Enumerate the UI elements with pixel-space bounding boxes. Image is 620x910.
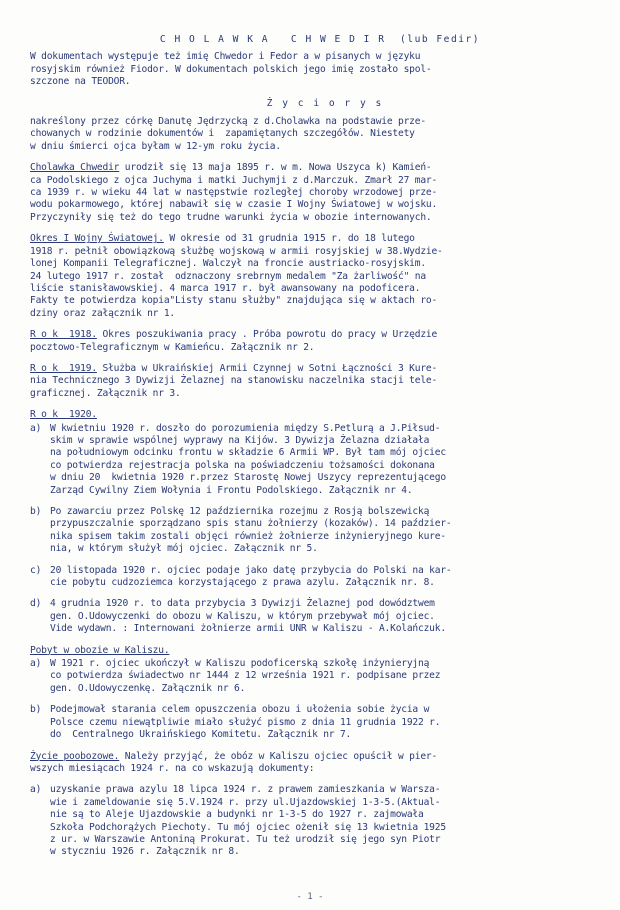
paragraph-2-text: urodził się 13 maja 1895 r. w m. Nowa Uszyca k) Kamień- ca Podolskiego z ojca Juchyma i matki Juchymji z d.Marczuk. Zmarł 27 mar- ca 1939 r. w wieku 44 lat w następstwie rozległej choroby wrzodowej prze- wodu pokarmowego, której nabawił się w czasie I Wojny Światowej w wojsku. Przyczyniły się też do tego trudne warunki życia w obozie internowanych. <box>30 162 438 223</box>
paragraph-6 <box>30 751 610 776</box>
list-item-text: 4 grudnia 1920 r. to data przybycia 3 Dywizji Żelaznej pod dowództwem gen. O.Udowyczenki do obozu w Kaliszu, w którym przebywał mój ojciec. Vide wydawn. : Internowani żołnierze armii UNR w Kaliszu - A.Kolańczuk. <box>50 598 446 635</box>
list-item-label: d) <box>30 598 42 610</box>
list-item <box>30 704 610 741</box>
list-item <box>30 423 610 497</box>
intro-paragraph: W dokumentach występuje też imię Chwedor i Fedor a w pisanych w języku rosyjskim również Fiodor. W dokumentach polskich jego imię zostało spol- szczone na TEODOR. <box>30 51 432 88</box>
section-1920-title: R o k 1920. <box>30 409 97 421</box>
list-item-text: Podejmował starania celem opuszczenia obozu i ułożenia sobie życia w Polsce czemu niewątpliwie miało służyć pismo z dnia 11 grudnia 1922 r. do Centralnego Ukraińskiego Komitetu. Załącznik nr 7. <box>50 704 441 741</box>
section-kalisz <box>30 645 610 742</box>
list-item-label: c) <box>30 564 42 576</box>
list-item-text: 20 listopada 1920 r. ojciec podaje jako datę przybycia do Polski na kar- cie pobytu cudzoziemca korzystającego z prawa azylu. Załącznik nr. 8. <box>50 564 452 589</box>
list-item-label: b) <box>30 704 42 716</box>
list-item <box>30 784 610 858</box>
document-text <box>30 34 610 868</box>
list-item <box>30 506 610 556</box>
paragraph-2-lead: Cholawka Chwedir <box>30 162 120 174</box>
paragraph-6-text: Należy przyjąć, że obóz w Kaliszu ojciec opuścił w pier- wszych miesiącach 1924 r. na co wskazują dokumenty: <box>30 750 438 774</box>
paragraph-3-lead: Okres I Wojny Światowej. <box>30 233 164 245</box>
section-kalisz-title: Pobyt w obozie w Kaliszu. <box>30 644 170 656</box>
paragraph-4 <box>30 329 610 354</box>
list-item-text: Po zawarciu przez Polskę 12 października rozejmu z Rosją bolszewicką przypuszczalnie sporządzano spis stanu żołnierzy (kozaków). 14 paździer- nika spisem takim zostali objęci również żołnierze inżynieryjnego kure- nia, w którym służył mój ojciec. Załącznik nr 5. <box>50 506 452 555</box>
document-title: C H O L A W K A C H W E D I R (lub Fedir) <box>159 34 481 45</box>
list-item <box>30 598 610 635</box>
paragraph-3 <box>30 233 610 320</box>
list-item-label: a) <box>30 784 42 796</box>
paragraph-1: nakreślony przez córkę Danutę Jędrzycką z d.Cholawka na podstawie prze- chowanych w rodzinie dokumentów i zapamiętanych szczegółów. Niestety w dniu śmierci ojca byłam w 12-ym roku życia. <box>30 116 426 152</box>
section-post-camp <box>30 784 610 858</box>
paragraph-6-lead: Życie poobozowe. <box>30 750 120 762</box>
list-item <box>30 565 610 590</box>
paragraph-2 <box>30 162 610 224</box>
page-number: - 1 - <box>296 892 324 902</box>
list-item-text: uzyskanie prawa azylu 18 lipca 1924 r. z prawem zamieszkania w Warsza- wie i zameldowanie się 5.V.1924 r. przy ul.Ujazdowskiej 1-3-5.(Aktual- nie są to Aleje Ujazdowskie a budynki nr 1-3-5 do 1927 r. zajmowała Szkoła Podchorążych Piechoty. Tu mój ojciec ożenił się 13 kwietnia 1925 z ur. w Warszawie Antoniną Prokurat. Tu też urodził się jego syn Piotr w styczniu 1926 r. Załącznik nr 8. <box>50 784 446 858</box>
list-item-label: a) <box>30 658 42 670</box>
paragraph-5 <box>30 363 610 400</box>
section-heading: Ż y c i o r y s <box>266 97 384 109</box>
list-item-text: W 1921 r. ojciec ukończył w Kaliszu podoficerską szkołę inżynieryjną co potwierdza świadectwo nr 1444 z 12 września 1921 r. podpisane przez gen. O.Udowyczenkę. Załącznik nr 6. <box>50 658 441 694</box>
list-item-text: W kwietniu 1920 r. doszło do porozumienia między S.Petlurą a J.Piłsud- skim w sprawie wspólnej wyprawy na Kijów. 3 Dywizja Żelazna działała na południowym odcinku frontu w składzie 6 Armii WP. Był tam mój ojciec co potwierdza rejestracja polska na poświadczeniu tożsamości dokonana w dniu 20 kwietnia 1920 r.przez Starostę Nowej Uszycy reprezentującego Zarząd Cywilny Ziem Wołynia i Frontu Podolskiego. Załącznik nr 4. <box>50 422 446 496</box>
list-item-label: b) <box>30 506 42 517</box>
section-1920 <box>30 409 610 636</box>
paragraph-4-text: Okres poszukiwania pracy . Próba powrotu do pracy w Urzędzie pocztowo-Telegraficznym w Kamieńcu. Załącznik nr 2. <box>30 329 438 353</box>
list-item <box>30 658 610 695</box>
paragraph-3-text: W okresie od 31 grudnia 1915 r. do 18 lutego 1918 r. pełnił obowiązkową służbę wojskową w armii rosyjskiej w 38.Wydzie- lonej Kompanii Telegraficznej. Walczył na froncie austriacko-rosyjskim. 24 lutego 1917 r. został odznaczony srebrnym medalem "Za żarliwość" na liście stanisławowskiej. 4 marca 1917 r. był awansowany na podoficera. Fakty te potwierdza kopia"Listy stanu służby" znajdująca się w aktach ro- dziny oraz załącznik nr 1. <box>30 233 443 319</box>
paragraph-4-lead: R o k 1918. <box>30 329 97 341</box>
paragraph-5-text: Służba w Ukraińskiej Armii Czynnej w Sotni Łączności 3 Kure- nia Technicznego 3 Dywizji Żelaznej na stanowisku naczelnika stacji tele- graficznej. Załącznik nr 3. <box>30 362 438 399</box>
paragraph-5-lead: R o k 1919. <box>30 362 97 374</box>
list-item-label: a) <box>30 422 42 434</box>
